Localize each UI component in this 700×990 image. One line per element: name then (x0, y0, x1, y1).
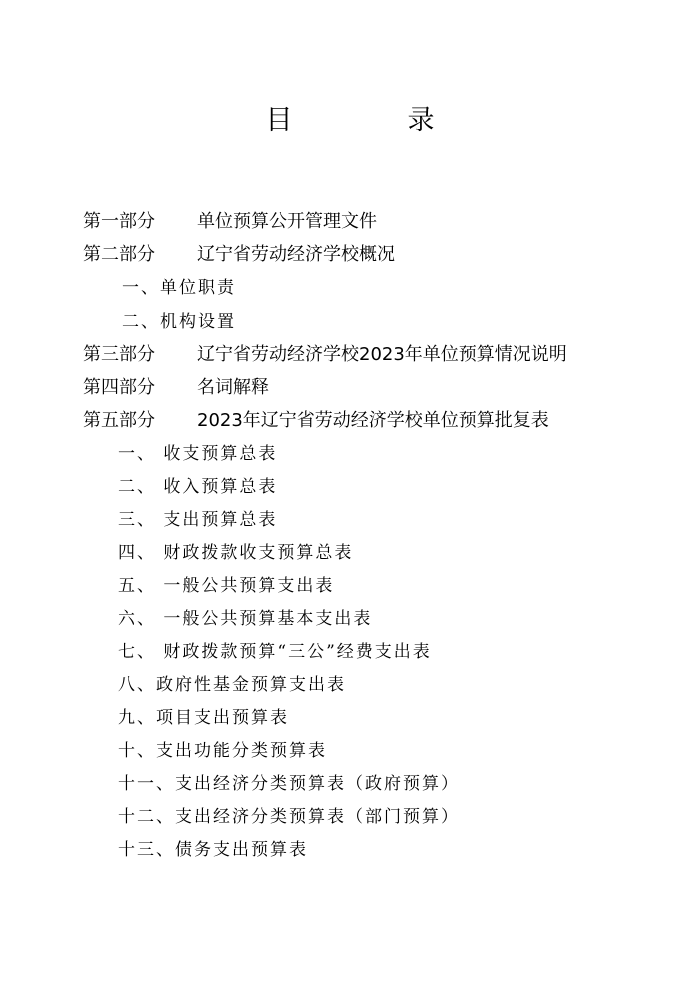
toc-item: 十二、支出经济分类预算表（部门预算） (118, 807, 460, 827)
toc-item: 八、政府性基金预算支出表 (118, 675, 346, 695)
toc-item: 三、 支出预算总表 (118, 510, 278, 530)
toc-item: 六、 一般公共预算基本支出表 (118, 609, 373, 629)
toc-part-5 (83, 406, 549, 432)
toc-item: 十一、支出经济分类预算表（政府预算） (118, 774, 460, 794)
part-title: 辽宁省劳动经济学校概况 (197, 244, 395, 265)
toc-part-3 (83, 340, 567, 366)
toc-item: 一、单位职责 (122, 278, 236, 298)
toc-item: 九、项目支出预算表 (118, 708, 289, 728)
toc-item: 四、 财政拨款收支预算总表 (118, 543, 354, 563)
part-label: 第五部分 (83, 410, 155, 431)
toc-part-2 (83, 240, 395, 266)
toc-item: 二、机构设置 (122, 312, 236, 332)
toc-part-1 (83, 207, 377, 233)
toc-item: 一、 收支预算总表 (118, 444, 278, 464)
part-label: 第三部分 (83, 344, 155, 365)
part-title: 2023年辽宁省劳动经济学校单位预算批复表 (197, 410, 549, 431)
part-label: 第二部分 (83, 244, 155, 265)
toc-item: 五、 一般公共预算支出表 (118, 576, 335, 596)
toc-item: 十、支出功能分类预算表 (118, 741, 327, 761)
toc-item: 七、 财政拨款预算“三公”经费支出表 (118, 642, 432, 662)
part-title: 辽宁省劳动经济学校2023年单位预算情况说明 (197, 344, 567, 365)
toc-item: 二、 收入预算总表 (118, 477, 278, 497)
toc-item: 十三、债务支出预算表 (118, 840, 308, 860)
part-label: 第一部分 (83, 211, 155, 232)
part-label: 第四部分 (83, 377, 155, 398)
part-title: 名词解释 (197, 377, 269, 398)
toc-part-4 (83, 373, 269, 399)
part-title: 单位预算公开管理文件 (197, 211, 377, 232)
page-title: 目 录 (265, 105, 479, 136)
